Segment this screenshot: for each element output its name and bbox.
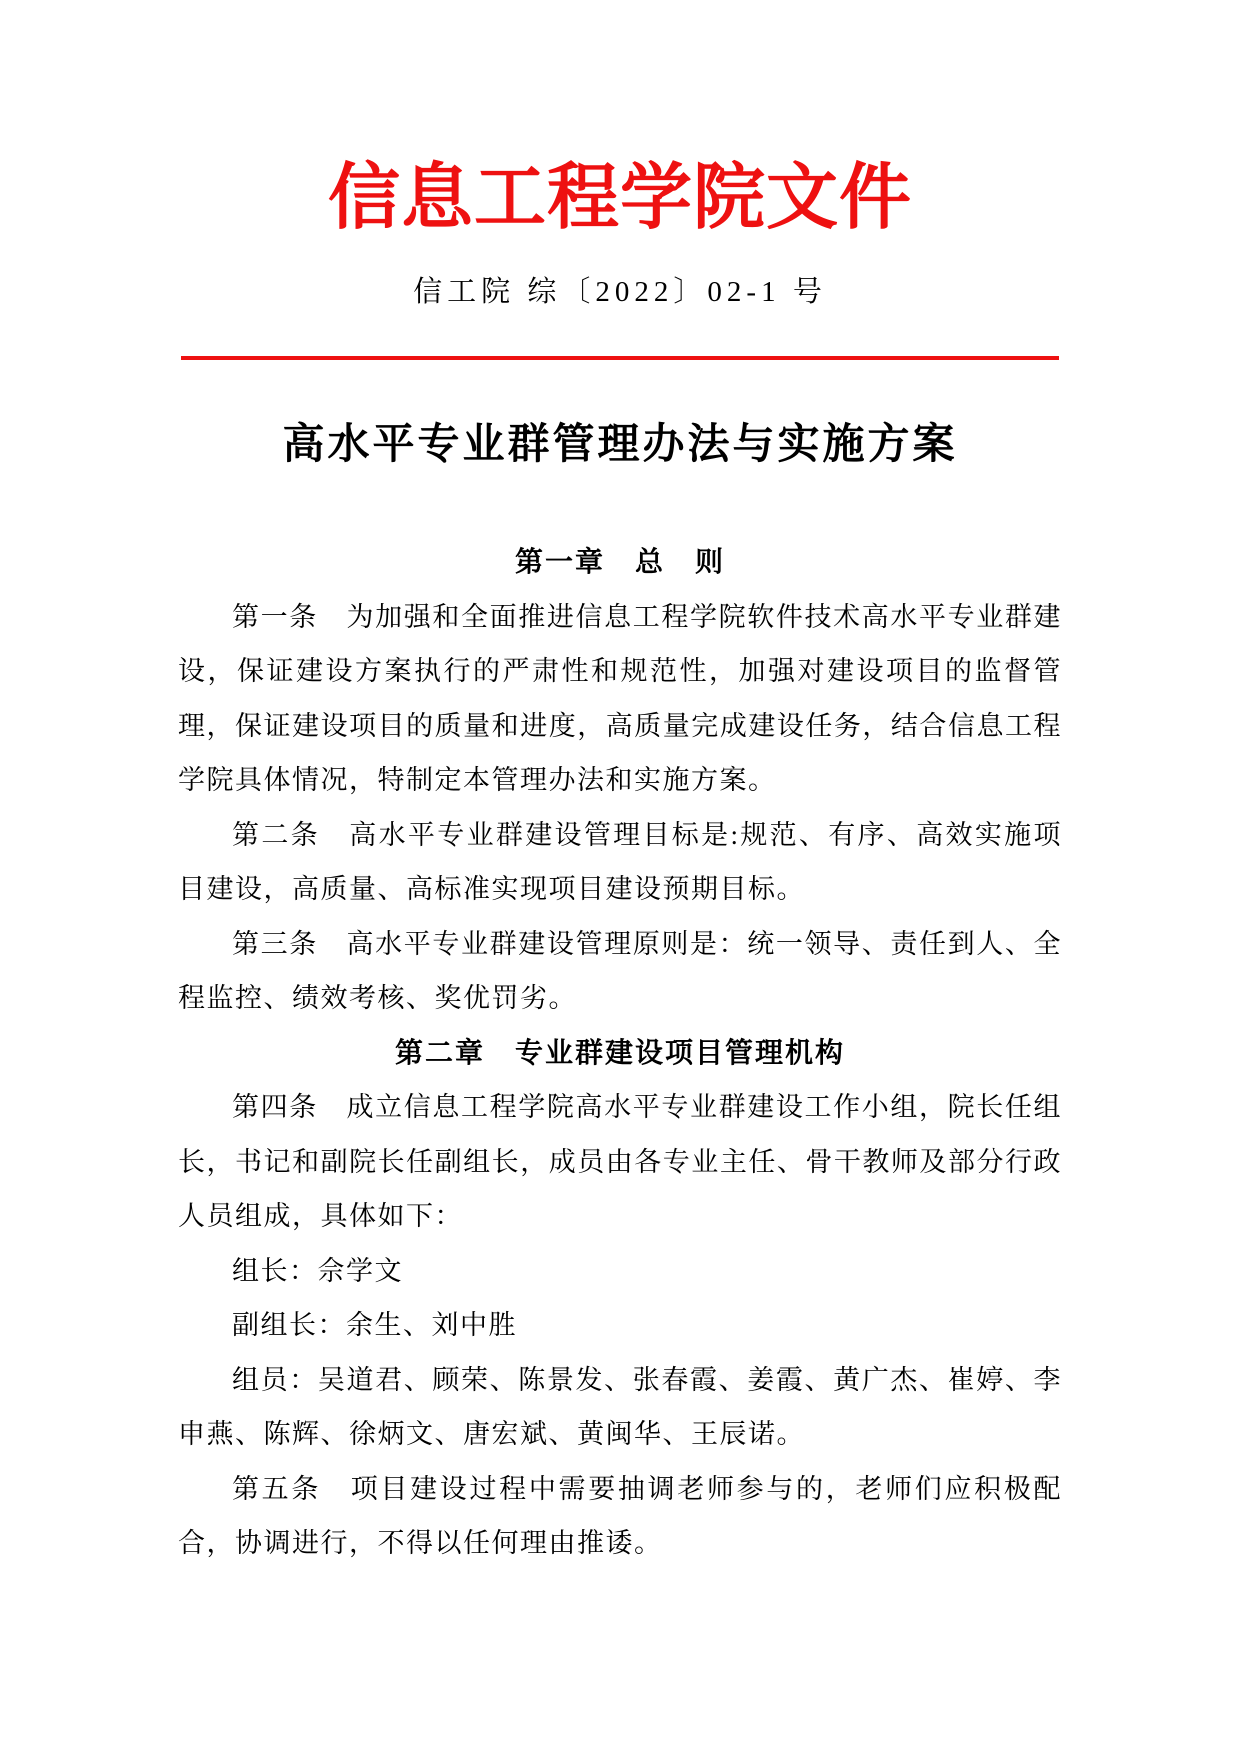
chapter-2-heading: 第二章 专业群建设项目管理机构 <box>394 1036 845 1068</box>
line-members: 组员：吴道君、顾荣、陈景发、张春霞、姜霞、黄广杰、崔婷、李申燕、陈辉、徐炳文、唐宏斌、黄闽华、王辰诺。 <box>178 1364 1062 1449</box>
paragraph-article-4: 第四条 成立信息工程学院高水平专业群建设工作小组，院长任组长，书记和副院长任副组长，成员由各专业主任、骨干教师及部分行政人员组成，具体如下： <box>178 1092 1062 1231</box>
paragraph-article-5: 第五条 项目建设过程中需要抽调老师参与的，老师们应积极配合，协调进行，不得以任何理由推诿。 <box>178 1473 1062 1558</box>
paragraph-article-3: 第三条 高水平专业群建设管理原则是：统一领导、责任到人、全程监控、绩效考核、奖优罚劣。 <box>178 928 1062 1013</box>
red-divider-line <box>181 356 1059 360</box>
doc-number: 信工院 综〔2022〕02-1 号 <box>413 276 827 308</box>
org-title: 信息工程学院文件 <box>327 158 912 238</box>
chapter-1-heading: 第一章 总 则 <box>514 546 725 577</box>
line-deputy-leaders: 副组长：余生、刘中胜 <box>232 1310 517 1340</box>
document-title: 高水平专业群管理办法与实施方案 <box>282 422 958 468</box>
paragraph-article-1: 第一条 为加强和全面推进信息工程学院软件技术高水平专业群建设，保证建设方案执行的严肃性和规范性，加强对建设项目的监督管理，保证建设项目的质量和进度，高质量完成建设任务，结合信息工程学院具体情况，特制定本管理办法和实施方案。 <box>178 601 1062 795</box>
paragraph-article-2: 第二条 高水平专业群建设管理目标是:规范、有序、高效实施项目建设，高质量、高标准实现项目建设预期目标。 <box>178 819 1062 904</box>
line-group-leader: 组长：佘学文 <box>232 1255 403 1286</box>
content-column <box>178 158 1062 1571</box>
